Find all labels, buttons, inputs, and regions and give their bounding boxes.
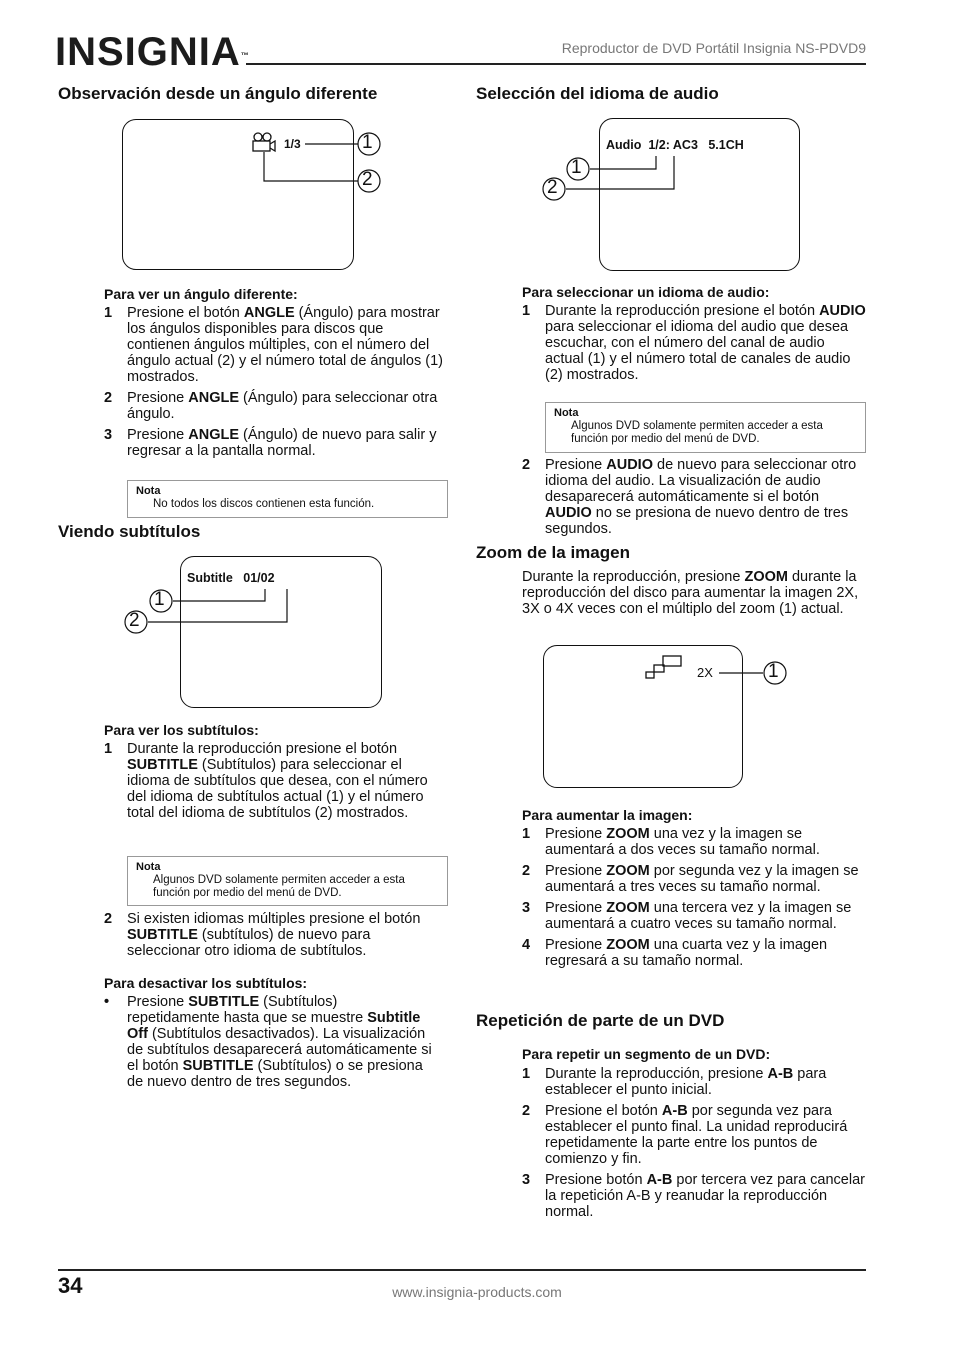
repeat-subheading: Para repetir un segmento de un DVD: [522,1046,771,1062]
angle-callout-2: 2 [362,169,373,190]
zoom-heading: Zoom de la imagen [476,543,630,562]
zoom-intro: Durante la reproducción, presione ZOOM durante la reproducción del disco para aumentar la imagen 2X, 3X o 4X veces con el múltiplo del zoom (1) actual. [522,569,859,617]
audio-note: Nota Algunos DVD solamente permiten acceder a esta función por medio del menú de DVD. [545,402,866,453]
header-title: Reproductor de DVD Portátil Insignia NS-PDVD9 [561,40,866,56]
subtitles-heading: Viendo subtítulos [58,522,201,541]
audio-osd-text: Audio 1/2: AC3 5.1CH [606,138,744,152]
list-item-number: 3 [522,900,531,916]
zoom-subheading: Para aumentar la imagen: [522,807,693,823]
audio-subheading: Para seleccionar un idioma de audio: [522,284,770,300]
list-item-number: 1 [104,741,113,757]
list-item-text: Presione ZOOM una cuarta vez y la imagen regresará a su tamaño normal. [545,937,828,969]
list-item-text: Presione ANGLE (Ángulo) de nuevo para salir y regresar a la pantalla normal. [127,427,437,459]
list-item-number: 2 [104,911,113,927]
list-item-text: Presione botón A-B por tercera vez para cancelar la repetición A-B y reanudar la reproducción normal. [545,1172,865,1220]
subtitles-off-subheading: Para desactivar los subtítulos: [104,975,308,991]
zoom-callout-1: 1 [768,661,779,682]
subtitles-callout-1: 1 [154,589,165,610]
audio-heading: Selección del idioma de audio [476,84,719,103]
list-item-text: Presione ANGLE (Ángulo) para seleccionar otra ángulo. [127,390,438,422]
list-item [522,863,866,895]
angle-callout-1: 1 [362,132,373,153]
angle-osd-text: 1/3 [284,137,301,151]
list-item-text: Durante la reproducción presione el botón SUBTITLE (Subtítulos) para seleccionar el idioma de subtítulos que desea, con el número del idioma de subtítulos actual (1) y el número total del idioma de subtítulos (2) mostrados. [127,741,428,821]
zoom-steps [522,826,866,974]
angle-heading: Observación desde un ángulo diferente [58,84,378,103]
zoom-osd-text: 2X [697,665,713,680]
list-item-text: Durante la reproducción, presione A-B para establecer el punto inicial. [545,1066,827,1098]
list-item-text: Presione SUBTITLE (Subtítulos) repetidamente hasta que se muestre Subtitle Off (Subtítulos desactivados). La visualización de subtítulos desaparecerá automáticamente si el botón SUBTITLE (Subtítulos) o se presiona de nuevo dentro de tres segundos. [127,994,432,1090]
list-item-text: Presione ZOOM una tercera vez y la imagen se aumentará a cuatro veces su tamaño normal. [545,900,852,932]
subtitles-callout-2: 2 [129,610,140,631]
list-item-number: 3 [522,1172,531,1188]
list-item-text: Presione el botón A-B por segunda vez para establecer el punto final. La unidad reproducirá repetidamente la parte entre los puntos de comienzo y fin. [545,1103,848,1167]
list-item [522,937,866,969]
insignia-logo: INSIGNIA™ [55,30,250,74]
list-item [522,1172,866,1220]
repeat-steps [522,1066,866,1225]
list-item [522,1103,866,1167]
subtitles-subheading: Para ver los subtítulos: [104,722,259,738]
audio-callout-1: 1 [571,157,582,178]
list-item-number: • [104,994,110,1010]
list-item-text: Durante la reproducción presione el botón AUDIO para seleccionar el idioma del audio que desea escuchar, con el número del canal de audio actual (1) y el número total de canales de audio (2) mostrados. [545,303,866,383]
repeat-heading: Repetición de parte de un DVD [476,1011,725,1030]
list-item-number: 3 [104,427,113,443]
list-item-number: 2 [104,390,113,406]
angle-subheading: Para ver un ángulo diferente: [104,286,298,302]
footer-rule [58,1269,866,1271]
list-item-number: 1 [522,1066,531,1082]
list-item-number: 1 [104,305,113,321]
subtitles-note: Nota Algunos DVD solamente permiten acceder a esta función por medio del menú de DVD. [127,856,448,906]
subtitles-osd-text: Subtitle 01/02 [187,571,275,585]
list-item [522,1066,866,1098]
angle-note: Nota No todos los discos contienen esta función. [127,480,448,518]
list-item [522,826,866,858]
list-item-number: 4 [522,937,531,953]
list-item [522,900,866,932]
list-item-number: 2 [522,1103,531,1119]
page-number: 34 [58,1273,83,1298]
footer-url: www.insignia-products.com [392,1284,562,1300]
list-item-number: 1 [522,303,531,319]
list-item-text: Presione AUDIO de nuevo para seleccionar otro idioma del audio. La visualización de audio desaparecerá automáticamente si el botón AUDIO no se presiona de nuevo dentro de tres segundos. [545,457,857,537]
audio-callout-2: 2 [547,177,558,198]
list-item-text: Si existen idiomas múltiples presione el botón SUBTITLE (subtítulos) de nuevo para seleccionar otro idioma de subtítulos. [127,911,421,959]
list-item-text: Presione ZOOM por segunda vez y la imagen se aumentará a tres veces su tamaño normal. [545,863,859,895]
list-item-number: 2 [522,863,531,879]
list-item-text: Presione el botón ANGLE (Ángulo) para mostrar los ángulos disponibles para discos que contienen ángulos múltiples, con el número del ángulo actual (2) y el número total de ángulos (1) mostrados. [127,305,443,385]
list-item-text: Presione ZOOM una vez y la imagen se aumentará a dos veces su tamaño normal. [545,826,820,858]
list-item-number: 1 [522,826,531,842]
list-item-number: 2 [522,457,531,473]
